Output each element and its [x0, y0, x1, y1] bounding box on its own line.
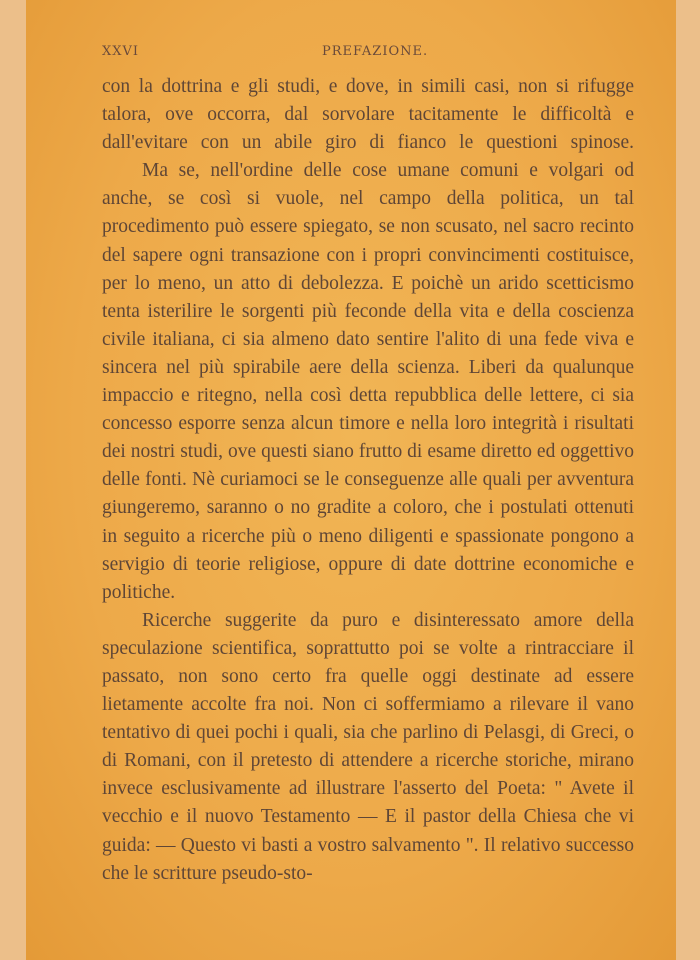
page-header: [102, 44, 638, 64]
paragraph: Ma se, nell'ordine delle cose umane comuni e volgari od anche, se così si vuole, nel campo della politica, un tal procedimento può essere spiegato, se non scusato, nel sacro recinto del sapere ogni transazione con i propri convincimenti costituisce, per lo meno, un atto di debolezza. E poichè un arido scetticismo tenta isterilire le sorgenti più feconde della vita e della coscienza civile italiana, ci sia almeno dato sentire l'alito di una fede viva e sincera nel più spirabile aere della scienza. Liberi da qualunque impaccio e ritegno, nella così detta repubblica delle lettere, ci sia concesso esporre senza alcun timore e nella loro integrità i risultati dei nostri studi, ove questi siano frutto di esame diretto ed oggettivo delle fonti. Nè curiamoci se le conseguenze alle quali per avventura giungeremo, saranno o no gradite a coloro, che i postulati ottenuti in seguito a ricerche più o meno diligenti e spassionate pongono a servigio di teorie religiose, oppure di date dottrine economiche e politiche.: [102, 160, 634, 603]
paragraph-continued: con la dottrina e gli studi, e dove, in simili casi, non si rifugge talora, ove occorra, dal sorvolare tacitamente le difficoltà e dall'evitare con un abile giro di fianco le questioni spinose.: [102, 76, 634, 154]
page-number: XXVI: [102, 44, 140, 59]
running-title: PREFAZIONE.: [322, 44, 429, 59]
page-body: [102, 73, 634, 888]
book-page: [26, 0, 676, 960]
paragraph: Ricerche suggerite da puro e disinteressato amore della speculazione scientifica, soprattutto poi se volte a rintracciare il passato, non sono certo fra quelle oggi destinate ad essere lietamente accolte fra noi. Non ci soffermiamo a rilevare il vano tentativo di quei pochi i quali, sia che parlino di Pelasgi, di Greci, o di Romani, con il pretesto di attendere a ricerche storiche, mirano invece esclusivamente ad illustrare l'asserto del Poeta: " Avete il vecchio e il nuovo Testamento — E il pastor della Chiesa che vi guida: — Questo vi basti a vostro salvamento ". Il relativo successo che le scritture pseudo-sto-: [102, 609, 634, 884]
